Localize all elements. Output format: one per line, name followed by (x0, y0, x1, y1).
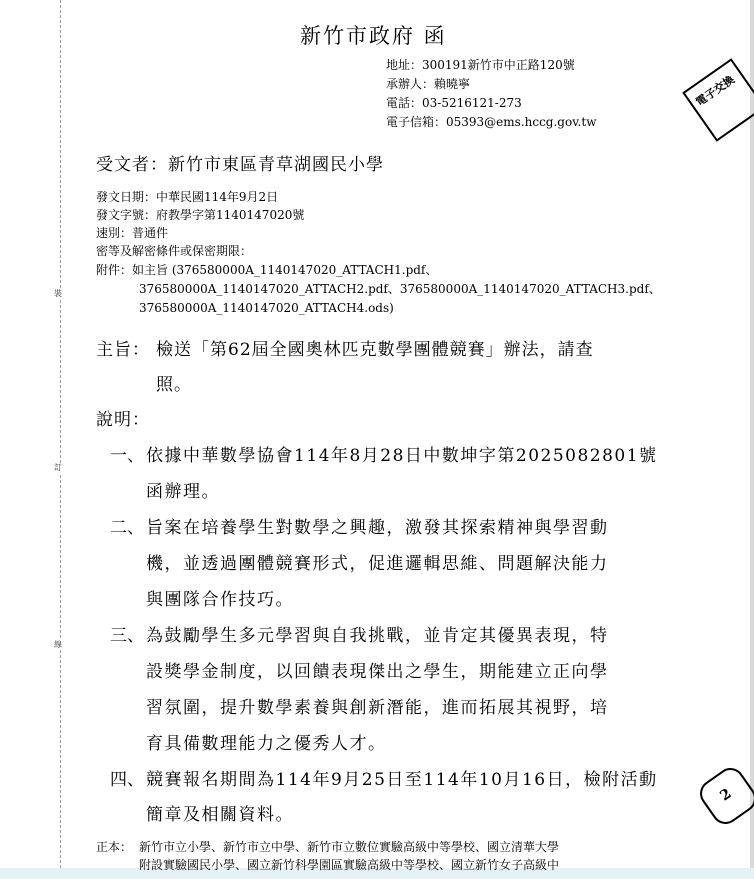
page-edge (750, 0, 754, 879)
attachments-line: 376580000A_1140147020_ATTACH2.pdf、376580000A_1140147020_ATTACH3.pdf、 (139, 282, 661, 296)
subject-text: 照。 (156, 375, 192, 395)
copy-to-label: 正本： (96, 840, 133, 854)
copy-to-line: 新竹市立小學、新竹市立中學、新竹市立數位實驗高級中等學校、國立清華大學 (139, 840, 560, 854)
item-line: 函辦理。 (146, 482, 220, 502)
item-line: 簡章及相關資料。 (146, 805, 294, 825)
issue-date: 發文日期：中華民國114年9月2日 (96, 190, 279, 204)
secrecy-level: 密等及解密條件或保密期限： (96, 244, 253, 258)
attachments-line: 附件：如主旨 (376580000A_1140147020_ATTACH1.pdf、 (96, 263, 438, 277)
item-line: 習氛圍，提升數學素養與創新潛能，進而拓展其視野，培 (146, 698, 609, 718)
binding-mark-xian: 線 (54, 640, 62, 649)
item-line: 依據中華數學協會114年8月28日中數坤字第2025082801號 (146, 446, 658, 466)
contact-email: 電子信箱：05393@ems.hccg.gov.tw (386, 115, 597, 129)
item-number: 一、 (110, 446, 144, 466)
item-number: 二、 (110, 518, 144, 538)
explanation-label: 說明： (96, 410, 150, 430)
document-title: 新竹市政府 函 (300, 24, 447, 48)
item-line: 競賽報名期間為114年9月25日至114年10月16日，檢附活動 (146, 770, 658, 790)
item-line: 與團隊合作技巧。 (146, 590, 294, 610)
page-number-stamp: 2 (695, 763, 754, 830)
sender-address: 地址：300191新竹市中正路120號 (386, 58, 575, 72)
attachments-line: 376580000A_1140147020_ATTACH4.ods) (139, 301, 394, 315)
binding-line (60, 0, 61, 868)
item-number: 四、 (110, 770, 144, 790)
subject-label: 主旨： (96, 340, 150, 360)
item-number: 三、 (110, 626, 144, 646)
issue-number: 發文字號：府教學字第1140147020號 (96, 208, 305, 222)
binding-mark-ding: 訂 (54, 463, 62, 472)
recipient: 受文者：新竹市東區青草湖國民小學 (96, 155, 384, 175)
copy-to-line: 附設實驗國民小學、國立新竹科學園區實驗高級中等學校、國立新竹女子高級中 (139, 858, 560, 872)
item-line: 為鼓勵學生多元學習與自我挑戰，並肯定其優異表現，特 (146, 626, 609, 646)
subject-text: 檢送「第62屆全國奧林匹克數學團體競賽」辦法，請查 (156, 340, 594, 360)
delivery-speed: 速別：普通件 (96, 226, 169, 240)
binding-mark-zhuang: 裝 (54, 289, 62, 298)
item-line: 旨案在培養學生對數學之興趣，激發其探索精神與學習動 (146, 518, 609, 538)
contact-phone: 電話：03-5216121-273 (386, 96, 522, 110)
electronic-exchange-stamp: 電子交換 (682, 58, 754, 142)
item-line: 機，並透過團體競賽形式，促進邏輯思維、問題解決能力 (146, 554, 609, 574)
item-line: 設獎學金制度，以回饋表現傑出之學生，期能建立正向學 (146, 662, 609, 682)
contact-person: 承辦人：賴曉寧 (386, 77, 471, 91)
item-line: 育具備數理能力之優秀人才。 (146, 734, 387, 754)
